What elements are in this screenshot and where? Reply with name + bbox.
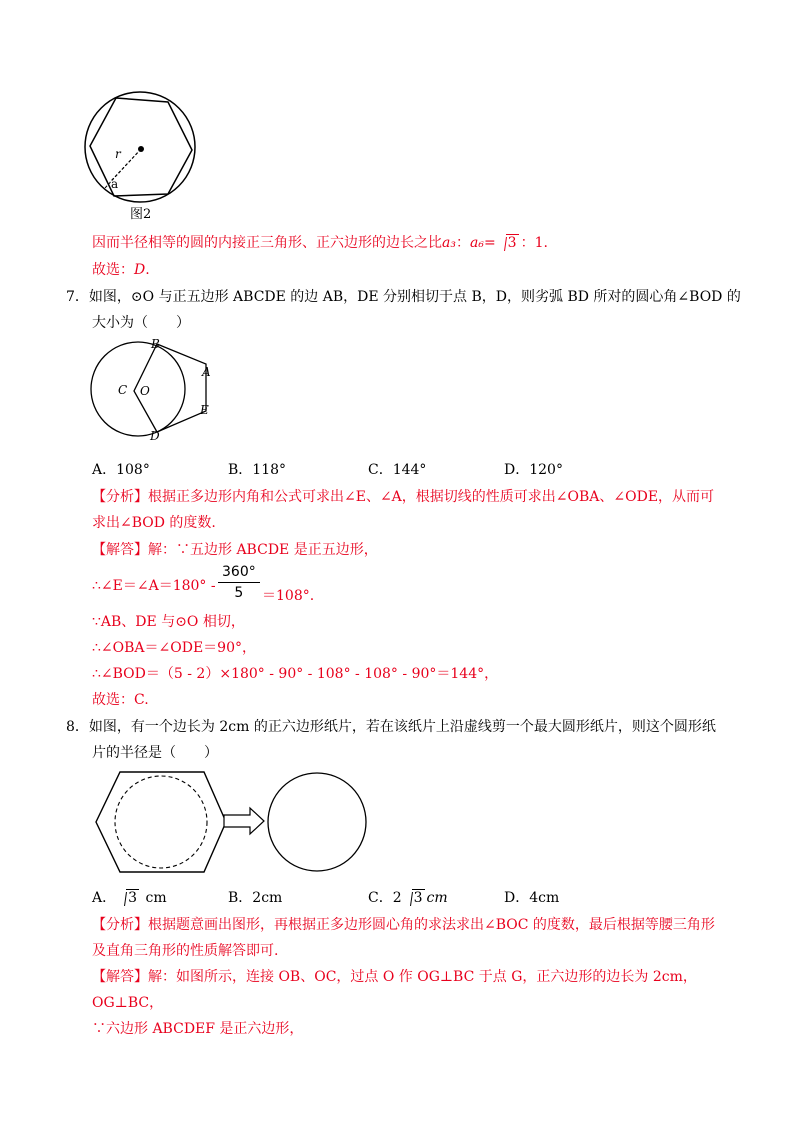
q7-number: 7． (66, 289, 89, 305)
q7-solution-text1: 解：∵五边形 ABCDE 是正五边形， (148, 542, 378, 558)
q8-option-c[interactable] (368, 888, 448, 908)
q7-stem-line2: 大小为（ ） (92, 315, 190, 331)
q6-sqrt-value: 3 (507, 235, 517, 251)
q8-option-a-label: A． (92, 890, 117, 906)
q7-solution-tag: 【解答】 (92, 542, 148, 558)
q7-fraction-num: 360° (218, 562, 260, 583)
q7-analysis-tag: 【分析】 (92, 489, 148, 505)
q6-sqrt (496, 233, 519, 253)
q8-option-a-unit: cm (141, 890, 167, 906)
q7-pentagon (157, 344, 206, 432)
q8-result-circle (268, 773, 366, 871)
q7-solution-line1 (92, 540, 378, 560)
q8-solution-line2: OG⊥BC， (92, 995, 164, 1011)
q7-fraction-box (218, 562, 260, 603)
q8-solution-line3: ∵六边形 ABCDEF 是正六边形， (92, 1021, 304, 1037)
q7-option-b[interactable]: B．118° (228, 462, 287, 478)
q8-option-c-sqrt (402, 888, 425, 908)
q7-fraction-den: 5 (234, 585, 244, 601)
q7-circle (91, 342, 185, 436)
q7-label-D: D (150, 429, 160, 443)
q6-a6: a₆ (469, 235, 484, 251)
q7-solution-line2-post: ＝108°. (262, 588, 315, 604)
figure-2-caption: 图2 (130, 207, 152, 222)
figure-2-label-r: r (115, 147, 121, 161)
q8-analysis-text1: 根据题意画出图形，再根据正多边形圆心角的求法求出∠BOC 的度数，最后根据等腰三角形 (148, 917, 715, 933)
q8-solution-line1 (92, 967, 697, 987)
q8-option-c-label: C．2 (368, 890, 402, 906)
q7-fraction (218, 562, 260, 603)
q7-option-a[interactable]: A．108° (92, 462, 150, 478)
q7-label-A: A (202, 365, 211, 379)
q7-solution-line3: ∵AB、DE 与⊙O 相切， (92, 614, 245, 630)
q8-option-d[interactable]: D．4cm (504, 890, 560, 906)
q8-arrow (224, 808, 264, 834)
q7-analysis-text1: 根据正多边形内角和公式可求出∠E、∠A，根据切线的性质可求出∠OBA、∠ODE，从而可 (148, 489, 715, 505)
q7-solution-text2-pre: ∴∠E＝∠A＝180° - (92, 578, 216, 594)
q7-choice: 故选：C. (92, 692, 149, 708)
q7-solution-line5: ∴∠BOD＝（5 - 2）×180° - 90° - 108° - 108° - 90°＝144°， (92, 666, 499, 682)
q8-solution-text1: 解：如图所示，连接 OB、OC，过点 O 作 OG⊥BC 于点 G，正六边形的边长为 2cm， (148, 969, 697, 985)
q8-option-a-sqrt-value: 3 (128, 890, 138, 906)
q7-option-c[interactable]: C．144° (368, 462, 427, 478)
q7-label-B: B (151, 337, 160, 351)
q7-option-d[interactable]: D．120° (504, 462, 563, 478)
q6-choice-label: 故选： (92, 262, 134, 278)
q8-option-b[interactable]: B．2cm (228, 890, 283, 906)
q8-option-c-sqrt-value: 3 (413, 890, 423, 906)
q7-label-C: C (118, 383, 128, 397)
q8-analysis-line2: 及直角三角形的性质解答即可. (92, 943, 279, 959)
q7-stem-line1 (66, 287, 741, 307)
q8-option-a-sqrt (116, 888, 139, 908)
q6-choice-end: . (145, 262, 150, 278)
q8-analysis-tag: 【分析】 (92, 917, 148, 933)
q8-stem-line2: 片的半径是（ ） (92, 745, 218, 761)
q8-number: 8． (66, 719, 89, 735)
q6-conclusion-text: 因而半径相等的圆的内接正三角形、正六边形的边长之比 (92, 235, 442, 251)
q7-analysis-line1 (92, 487, 714, 507)
q8-option-c-unit: cm (426, 890, 448, 906)
q7-figure (90, 336, 230, 444)
q7-label-E: E (200, 403, 209, 417)
q8-option-a[interactable] (92, 888, 167, 908)
q8-dashed-circle (115, 776, 207, 868)
q6-a3: a₃ (442, 235, 456, 251)
q7-solution-line2 (92, 576, 216, 596)
q6-choice (92, 260, 150, 280)
q8-figure (90, 768, 380, 880)
q6-tail: ：1. (520, 235, 548, 251)
q8-solution-tag: 【解答】 (92, 969, 148, 985)
q7-solution-line4: ∴∠OBA＝∠ODE＝90°， (92, 640, 256, 656)
q7-analysis-line2: 求出∠BOD 的度数. (92, 515, 216, 531)
q8-analysis-line1 (92, 915, 715, 935)
q6-colon: ： (455, 235, 470, 251)
q6-conclusion (92, 233, 548, 253)
q7-label-O: O (140, 384, 150, 398)
figure-2-label-a: a (111, 177, 119, 191)
q6-eq: = (483, 235, 496, 251)
figure-2-hexagon-in-circle (80, 84, 200, 224)
q7-stem-text1: 如图，⊙O 与正五边形 ABCDE 的边 AB，DE 分别相切于点 B，D，则劣弧 BD 所对的圆心角∠BOD 的 (88, 289, 741, 305)
q6-choice-letter: D (134, 262, 146, 278)
q8-stem-text1: 如图，有一个边长为 2cm 的正六边形纸片，若在该纸片上沿虚线剪一个最大圆形纸片，则这个圆形纸 (88, 719, 716, 735)
q8-stem-line1 (66, 717, 716, 737)
